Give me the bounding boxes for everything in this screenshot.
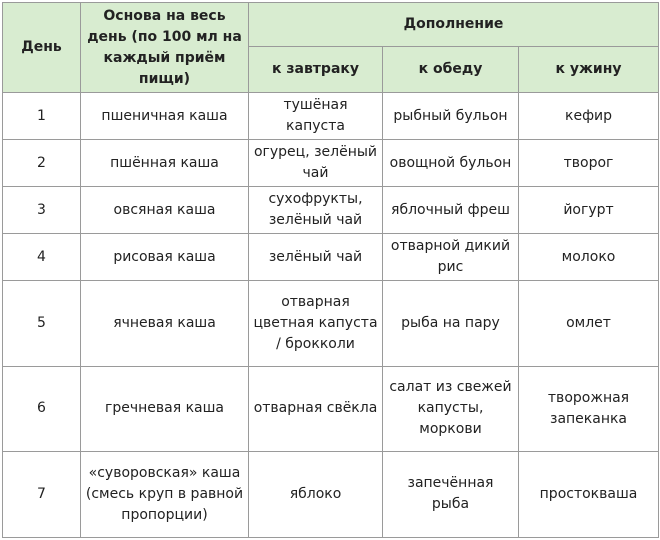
cell-base: пшённая каша (81, 140, 249, 187)
table-row (3, 93, 659, 140)
cell-dinner: кефир (519, 93, 659, 140)
cell-day: 7 (3, 451, 81, 537)
cell-base: овсяная каша (81, 187, 249, 234)
cell-breakfast: отварная цветная капуста / брокколи (249, 281, 383, 366)
cell-day: 2 (3, 140, 81, 187)
cell-breakfast: тушёная капуста (249, 93, 383, 140)
cell-lunch: отварной дикий рис (383, 234, 519, 281)
cell-day: 6 (3, 366, 81, 451)
cell-dinner: омлет (519, 281, 659, 366)
cell-dinner: молоко (519, 234, 659, 281)
table-row (3, 281, 659, 366)
table-row (3, 234, 659, 281)
cell-day: 3 (3, 187, 81, 234)
cell-lunch: рыбный бульон (383, 93, 519, 140)
cell-lunch: салат из свежей капусты, моркови (383, 366, 519, 451)
header-breakfast: к завтраку (249, 47, 383, 93)
cell-base: рисовая каша (81, 234, 249, 281)
cell-lunch: яблочный фреш (383, 187, 519, 234)
cell-lunch: запечённая рыба (383, 451, 519, 537)
cell-breakfast: зелёный чай (249, 234, 383, 281)
table-row (3, 451, 659, 537)
cell-dinner: простокваша (519, 451, 659, 537)
cell-day: 4 (3, 234, 81, 281)
header-base: Основа на весь день (по 100 мл на каждый приём пищи) (81, 3, 249, 93)
cell-base: «суворовская» каша (смесь круп в равной пропорции) (81, 451, 249, 537)
cell-dinner: йогурт (519, 187, 659, 234)
header-lunch: к обеду (383, 47, 519, 93)
cell-dinner: творожная запеканка (519, 366, 659, 451)
cell-breakfast: яблоко (249, 451, 383, 537)
cell-breakfast: сухофрукты, зелёный чай (249, 187, 383, 234)
cell-day: 5 (3, 281, 81, 366)
table-row (3, 140, 659, 187)
cell-dinner: творог (519, 140, 659, 187)
cell-base: пшеничная каша (81, 93, 249, 140)
table-row (3, 366, 659, 451)
header-dinner: к ужину (519, 47, 659, 93)
cell-base: ячневая каша (81, 281, 249, 366)
cell-breakfast: огурец, зелёный чай (249, 140, 383, 187)
cell-lunch: овощной бульон (383, 140, 519, 187)
header-day: День (3, 3, 81, 93)
header-addition: Дополнение (249, 3, 659, 47)
cell-base: гречневая каша (81, 366, 249, 451)
cell-lunch: рыба на пару (383, 281, 519, 366)
diet-table (2, 2, 659, 538)
cell-breakfast: отварная свёкла (249, 366, 383, 451)
cell-day: 1 (3, 93, 81, 140)
table-row (3, 187, 659, 234)
